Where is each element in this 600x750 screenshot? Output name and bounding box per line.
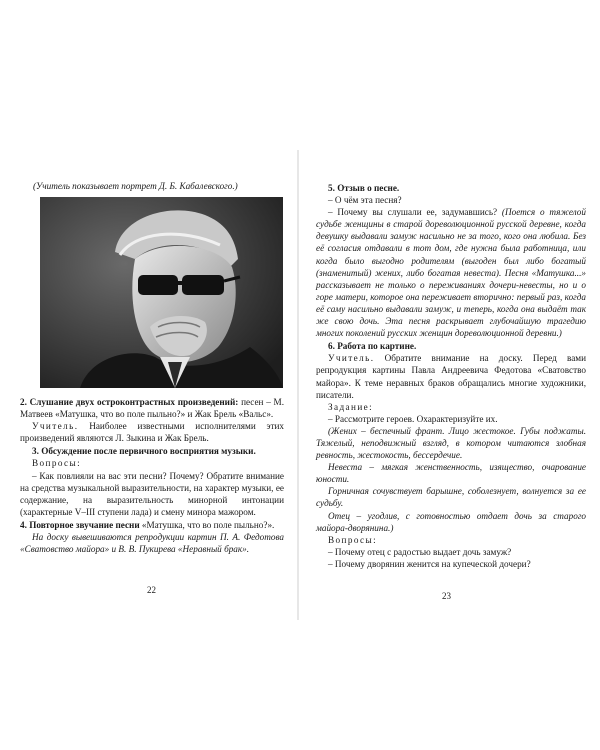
portrait-photo xyxy=(40,197,283,388)
right-question-2: – Почему дворянин женится на купеческой дочери? xyxy=(328,558,531,569)
portrait-illustration xyxy=(40,197,283,388)
right-question-1: – Почему отец с радостью выдает дочь замуж? xyxy=(328,546,512,557)
teacher-label-right: Учитель. xyxy=(328,353,375,364)
questions-text: – Как повлияли на вас эти песни? Почему? Обратите внимание на средства музыкальной выразительности, на характер музыки, ее содержание, на выразительность минорной интонации (характерные V–III ступени лада) и смену минора мажором. xyxy=(20,470,284,517)
teacher-text: Наиболее известными исполнителями этих произведений являются Л. Зыкина и Жак Брель. xyxy=(20,421,284,444)
bride-description: Невеста – мягкая женственность, изящество, очарование юности. xyxy=(316,462,586,485)
book-gutter xyxy=(297,150,299,620)
teacher-text-right: Обратите внимание на доску. Перед вами репродукция картины Павла Андреевича Федотова «Сватовство майора». К теме неравных браков обращались многие художники, писатели. xyxy=(316,353,586,400)
portrait-caption: (Учитель показывает портрет Д. Б. Кабалевского.) xyxy=(33,181,238,191)
section-4-text: «Матушка, что во поле пыльно?». xyxy=(139,519,275,530)
groom-description: (Жених – беспечный франт. Лицо жестокое. Губы поджаты. Тяжелый, неподвижный взгляд, в котором читаются злобная ревность, жестокость, бессердечие. xyxy=(316,425,586,461)
question-2-paragraph xyxy=(316,206,586,339)
question-2-answer: (Поется о тяжелой судьбе женщины в старой дореволюционной русской деревне, когда девушку выдавали замуж насильно не за того, кого она любила. Без её согласия отдавали в тот дом, где нужна была работница, или когда было выгодно родителям (выгоден был либо богатый (знаменитый) жених, либо богатая невеста). Песня «Матушка...» рассказывает не только о переживаниях дочери-невесты, но и о горе матери, которое она переживает вторично: первый раз, когда её саму насильно выдавали замуж, и теперь, когда она выдаёт так же свою дочь. Эта песня раскрывает глубочайшую трагедию многих поколений русских женщин дореволюционной деревни.) xyxy=(316,207,586,339)
teacher-paragraph-right xyxy=(316,352,586,400)
question-1: – О чём эта песня? xyxy=(328,195,402,206)
maid-description: Горничная сочувствует барышне, соболезнует, волнуется за ее судьбу. xyxy=(316,486,586,509)
section-2-text: песен – М. Матвеев «Матушка, что во поле пыльно?» и Жак Брель «Вальс». xyxy=(20,397,284,420)
left-page xyxy=(0,0,290,750)
left-text-column xyxy=(20,395,284,555)
right-text-column xyxy=(316,182,586,570)
section-4-paragraph xyxy=(20,519,284,531)
board-note: На доску вывешиваются репродукции картин П. А. Федотова «Сватовство майора» и В. В. Пукирева «Неравный брак». xyxy=(20,532,284,555)
teacher-paragraph xyxy=(20,420,284,444)
section-2-paragraph xyxy=(20,396,284,420)
question-2-text: – Почему вы слушали ее, задумавшись? xyxy=(328,207,498,218)
questions-label-right: Вопросы: xyxy=(328,534,378,545)
task-label: Задание: xyxy=(328,401,374,412)
task-text: – Рассмотрите героев. Охарактеризуйте их. xyxy=(328,413,498,424)
questions-label: Вопросы: xyxy=(32,458,82,469)
page-number-left: 22 xyxy=(147,585,156,595)
section-4-heading: 4. Повторное звучание песни xyxy=(20,519,140,530)
right-page xyxy=(300,0,590,750)
section-5-heading: 5. Отзыв о песне. xyxy=(328,183,400,193)
section-3-heading: 3. Обсуждение после первичного восприятия музыки. xyxy=(32,446,256,457)
teacher-label: Учитель. xyxy=(32,421,79,432)
father-description: Отец – угодлив, с готовностью отдает дочь за старого майора-дворянина.) xyxy=(316,510,586,533)
section-6-heading: 6. Работа по картине. xyxy=(328,341,417,352)
page-number-right: 23 xyxy=(442,591,451,601)
section-2-heading: 2. Слушание двух остроконтрастных произведений: xyxy=(20,397,239,407)
